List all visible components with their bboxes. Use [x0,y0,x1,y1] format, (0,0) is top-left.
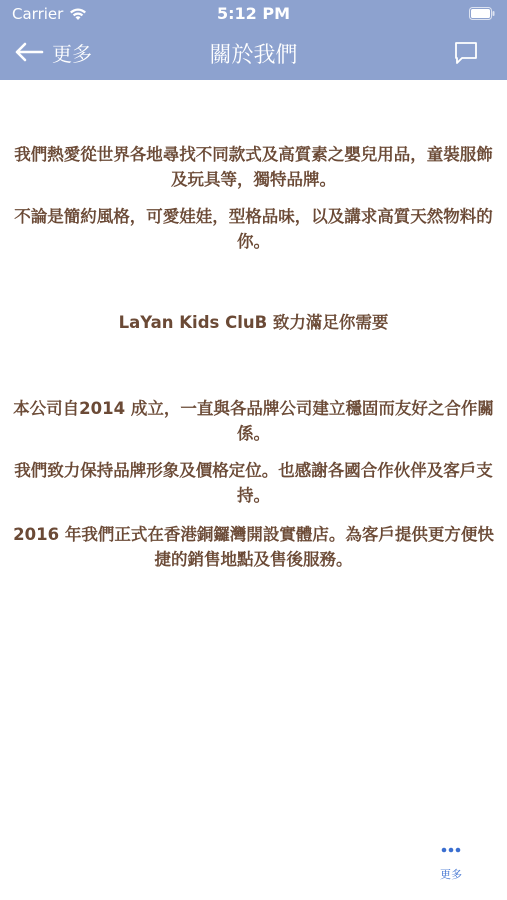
more-tab-button[interactable] [433,846,469,892]
about-paragraph-3: LaYan Kids CluB 致力滿足你需要 [118,313,389,332]
status-time: 5:12 PM [216,4,290,23]
back-label: 更多 [52,41,92,66]
about-content [0,80,507,840]
about-paragraph-1: 我們熱愛從世界各地尋找不同款式及高質素之嬰兒用品，童裝服飾及玩具等，獨特品牌。 [14,145,493,189]
page-title: 關於我們 [209,43,298,68]
status-bar [0,0,507,28]
header [0,0,507,80]
about-paragraph-2: 不論是簡約風格，可愛娃娃，型格品味，以及講求高質天然物料的你。 [14,207,493,251]
carrier-label: Carrier [12,5,64,23]
more-tab-label: 更多 [440,868,462,881]
navigation-bar [0,28,507,76]
chat-bubble-icon[interactable] [453,40,479,66]
battery-icon [469,7,495,20]
about-paragraph-4: 本公司自2014 成立，一直與各品牌公司建立穩固而友好之合作關係。 [13,399,494,443]
more-dots-icon [440,846,462,854]
about-paragraph-6: 2016 年我們正式在香港銅鑼灣開設實體店。為客戶提供更方便快捷的銷售地點及售後服務。 [13,525,494,569]
about-paragraph-5: 我們致力保持品牌形象及價格定位。也感謝各國合作伙伴及客戶支持。 [14,461,493,505]
